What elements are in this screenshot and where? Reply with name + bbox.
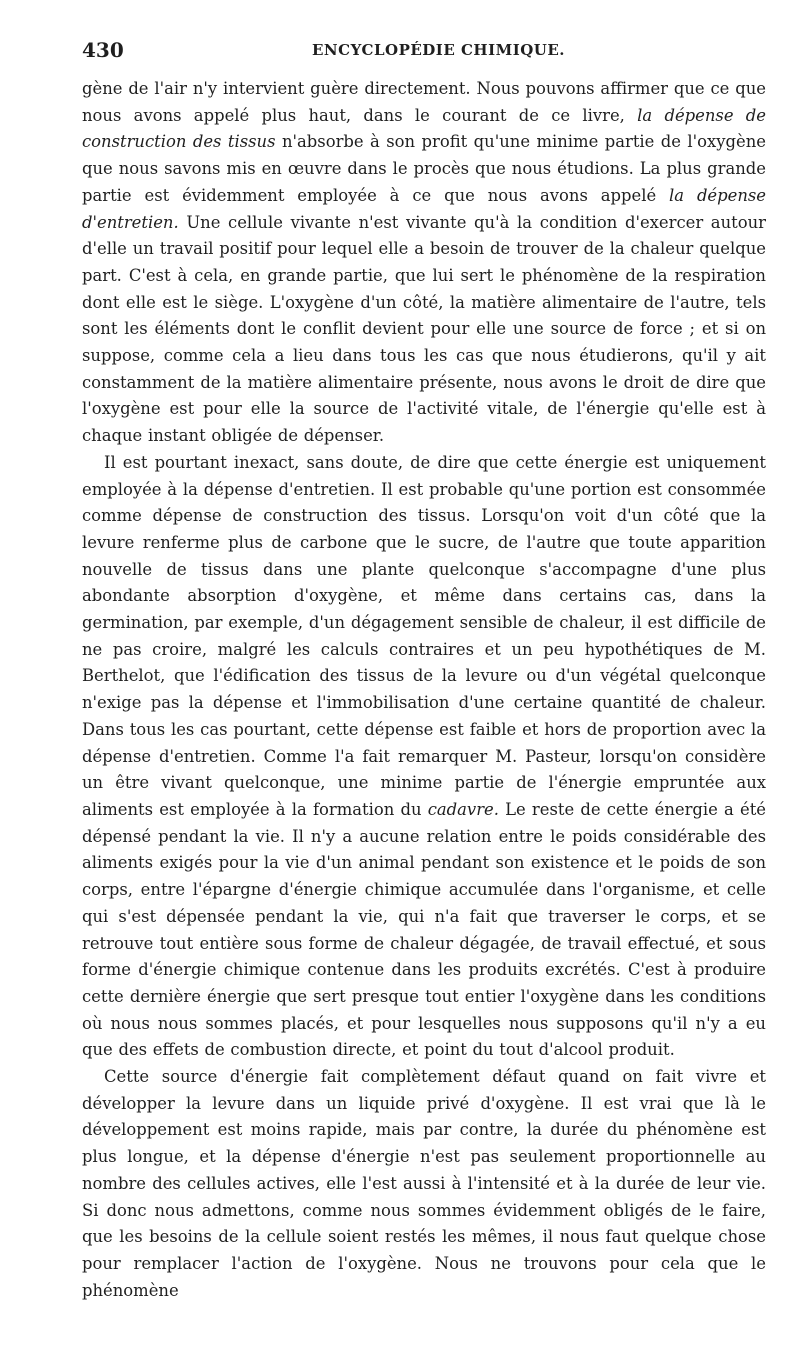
italic-run: cadavre. bbox=[427, 799, 499, 819]
paragraph bbox=[82, 1064, 766, 1304]
text-run: Une cellule vivante n'est vivante qu'à la condition d'exercer autour d'elle un travail positif pour lequel elle a besoin de trouver de la chaleur quelque part. C'est à cela, en grande partie, que lui sert le phénomène de la respiration dont elle est le siège. L'oxygène d'un côté, la matière alimentaire de l'autre, tels sont les éléments dont le conflit devient pour elle une source de force ; et si on suppose, comme cela a lieu dans tous les cas que nous étudierons, qu'il y ait constamment de la matière alimentaire présente, nous avons le droit de dire que l'oxygène est pour elle la source de l'activité vitale, de l'énergie qu'elle est à chaque instant obligée de dépenser. bbox=[82, 212, 766, 446]
text-run: gène de l'air n'y intervient guère directement. Nous pouvons affirmer que ce que nous avons appelé plus haut, dans le courant de ce livre, bbox=[82, 79, 766, 125]
page-number: 430 bbox=[82, 38, 124, 62]
text-run: n'absorbe à son profit qu'une minime partie de l'oxygène que nous savons mis en œuvre dans le procès que nous étudions. La plus grande partie est évidemment employée à ce que nous avons appelé bbox=[82, 132, 766, 205]
paragraph bbox=[82, 76, 766, 450]
body-text bbox=[82, 76, 766, 1304]
page-header bbox=[82, 36, 766, 70]
text-run: Il est pourtant inexact, sans doute, de dire que cette énergie est uniquement employée à la dépense d'entretien. Il est probable qu'une portion est consommée comme dépense de construction des tissus. Lorsqu'on voit d'un côté que la levure renferme plus de carbone que le sucre, de l'autre que toute apparition nouvelle de tissus dans une plante quelconque s'accompagne d'une plus abondante absorption d'oxygène, et même dans certains cas, dans la germination, par exemple, d'un dégagement sensible de chaleur, il est difficile de ne pas croire, malgré les calculs contraires et un peu hypothétiques de M. Berthelot, que l'édification des tissus de la levure ou d'un végétal quelconque n'exige pas la dépense et l'immobilisation d'une certaine quantité de chaleur. Dans tous les cas pourtant, cette dépense est faible et hors de proportion avec la dépense d'entretien. Comme l'a fait remarquer M. Pasteur, lorsqu'on considère un être vivant quelconque, une minime partie de l'énergie empruntée aux aliments est employée à la formation du bbox=[82, 452, 766, 819]
italic-run: la dépense de construction des tissus bbox=[82, 105, 766, 152]
text-run: Cette source d'énergie fait complètement défaut quand on fait vivre et développer la levure dans un liquide privé d'oxygène. Il est vrai que là le développement est moins rapide, mais par contre, la durée du phénomène est plus longue, et la dépense d'énergie n'est pas seulement proportionnelle au nombre des cellules actives, elle l'est aussi à l'intensité et à la durée de leur vie. Si donc nous admettons, comme nous sommes évidemment obligés de le faire, que les besoins de la cellule soient restés les mêmes, il nous faut quelque chose pour remplacer l'action de l'oxygène. Nous ne trouvons pour cela que le phénomène bbox=[82, 1067, 766, 1300]
paragraph bbox=[82, 450, 766, 1064]
text-run: Le reste de cette énergie a été dépensé pendant la vie. Il n'y a aucune relation entre le poids considérable des aliments exigés pour la vie d'un animal pendant son existence et le poids de son corps, entre l'épargne d'énergie chimique accumulée dans l'organisme, et celle qui s'est dépensée pendant la vie, qui n'a fait que traverser le corps, et se retrouve tout entière sous forme de chaleur dégagée, de travail effectué, et sous forme d'énergie chimique contenue dans les produits excrétés. C'est à produire cette dernière énergie que sert presque tout entier l'oxygène dans les conditions où nous nous sommes placés, et pour lesquelles nous supposons qu'il n'y a eu que des effets de combustion directe, et point du tout d'alcool produit. bbox=[82, 799, 766, 1060]
running-title: ENCYCLOPÉDIE CHIMIQUE. bbox=[312, 41, 566, 59]
italic-run: la dépense d'entretien. bbox=[82, 185, 766, 232]
